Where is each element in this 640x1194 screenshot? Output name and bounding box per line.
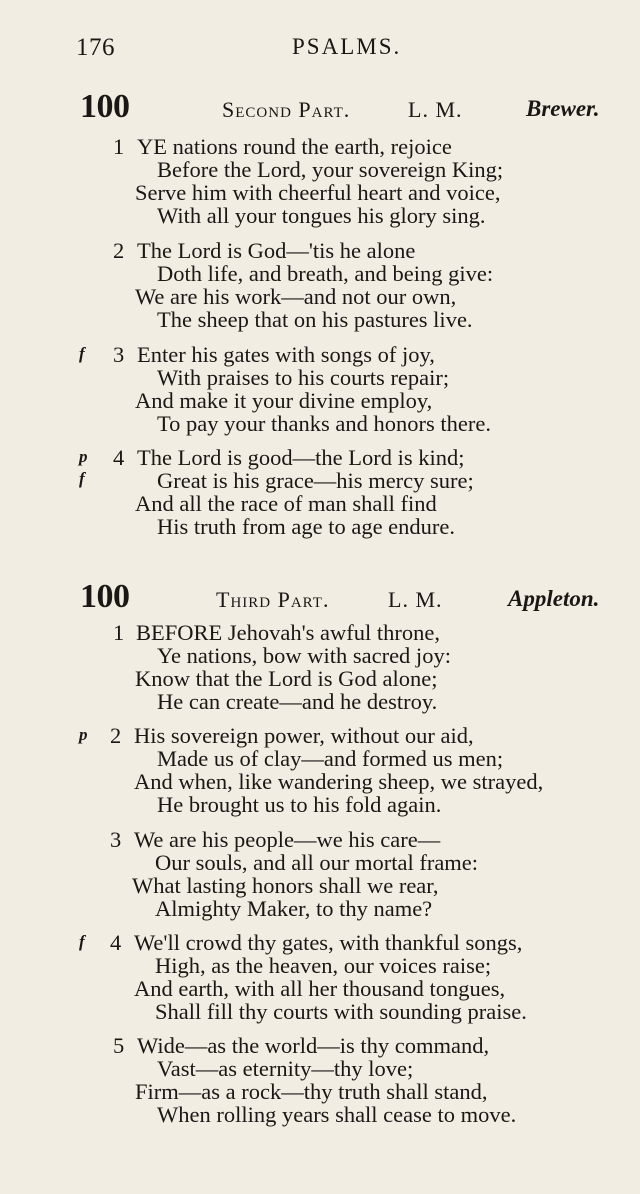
verse-line: The sheep that on his pastures live. (157, 307, 473, 332)
dynamic-marking: f (79, 932, 85, 951)
verse-number: 3 (113, 342, 125, 367)
verse-line: Firm—as a rock—thy truth shall stand, (135, 1079, 488, 1104)
verse-line: Doth life, and breath, and being give: (157, 261, 494, 286)
dynamic-marking: p (79, 725, 88, 744)
verse-line: Serve him with cheerful heart and voice, (135, 180, 501, 205)
verse-line: Made us of clay—and formed us men; (157, 746, 504, 771)
verse-number: 2 (110, 723, 122, 748)
verse-line: Before the Lord, your sovereign King; (157, 157, 504, 182)
verse-line: And when, like wandering sheep, we strayed, (134, 769, 544, 794)
verse-line: We are his people—we his care— (134, 827, 441, 852)
verse-line: He can create—and he destroy. (157, 689, 438, 714)
page-number: 176 (76, 34, 115, 61)
verse-line: With praises to his courts repair; (157, 365, 450, 390)
hymn-tune: Brewer. (526, 96, 600, 121)
verse-line: His sovereign power, without our aid, (134, 723, 474, 748)
verse-line: The Lord is good—the Lord is kind; (137, 445, 465, 470)
verse-number: 1 (113, 620, 125, 645)
verse-line: The Lord is God—'tis he alone (137, 238, 416, 263)
running-title: PSALMS. (292, 34, 402, 59)
verse-line: And make it your divine employ, (135, 388, 433, 413)
verse-line: He brought us to his fold again. (157, 792, 442, 817)
hymn-number: 100 (80, 578, 130, 615)
verse-line: To pay your thanks and honors there. (157, 411, 491, 436)
verse-line: With all your tongues his glory sing. (157, 203, 486, 228)
hymn-meter: L. M. (408, 97, 463, 122)
verse-number: 4 (113, 445, 125, 470)
verse-line: Enter his gates with songs of joy, (137, 342, 435, 367)
dynamic-marking: p (79, 447, 88, 466)
verse-line: And all the race of man shall find (135, 491, 437, 516)
verse-number: 5 (113, 1033, 125, 1058)
verse-line: And earth, with all her thousand tongues, (134, 976, 506, 1001)
verse-number: 3 (110, 827, 122, 852)
verse-line: Great is his grace—his mercy sure; (157, 468, 474, 493)
verse-line: YE nations round the earth, rejoice (137, 134, 452, 159)
hymn-part: Third Part. (216, 587, 330, 612)
verse-line: We'll crowd thy gates, with thankful songs, (134, 930, 523, 955)
hymn-tune: Appleton. (508, 586, 600, 611)
dynamic-marking: f (79, 344, 85, 363)
verse-line: We are his work—and not our own, (135, 284, 457, 309)
dynamic-marking: f (79, 469, 85, 488)
verse-line: Ye nations, bow with sacred joy: (157, 643, 451, 668)
verse-line: Shall fill thy courts with sounding praise. (155, 999, 527, 1024)
verse-line: Almighty Maker, to thy name? (155, 896, 433, 921)
verse-line: When rolling years shall cease to move. (157, 1102, 517, 1127)
verse-line: BEFORE Jehovah's awful throne, (136, 620, 441, 645)
verse-number: 1 (113, 134, 125, 159)
verse-line: What lasting honors shall we rear, (132, 873, 439, 898)
hymn-number: 100 (80, 88, 130, 125)
verse-number: 4 (110, 930, 122, 955)
verse-line: Wide—as the world—is thy command, (137, 1033, 490, 1058)
verse-line: His truth from age to age endure. (157, 514, 456, 539)
verse-line: Know that the Lord is God alone; (135, 666, 438, 691)
verse-line: High, as the heaven, our voices raise; (155, 953, 492, 978)
verse-line: Our souls, and all our mortal frame: (155, 850, 479, 875)
hymn-meter: L. M. (388, 587, 443, 612)
verse-number: 2 (113, 238, 125, 263)
verse-line: Vast—as eternity—thy love; (157, 1056, 414, 1081)
hymn-part: Second Part. (222, 97, 351, 122)
